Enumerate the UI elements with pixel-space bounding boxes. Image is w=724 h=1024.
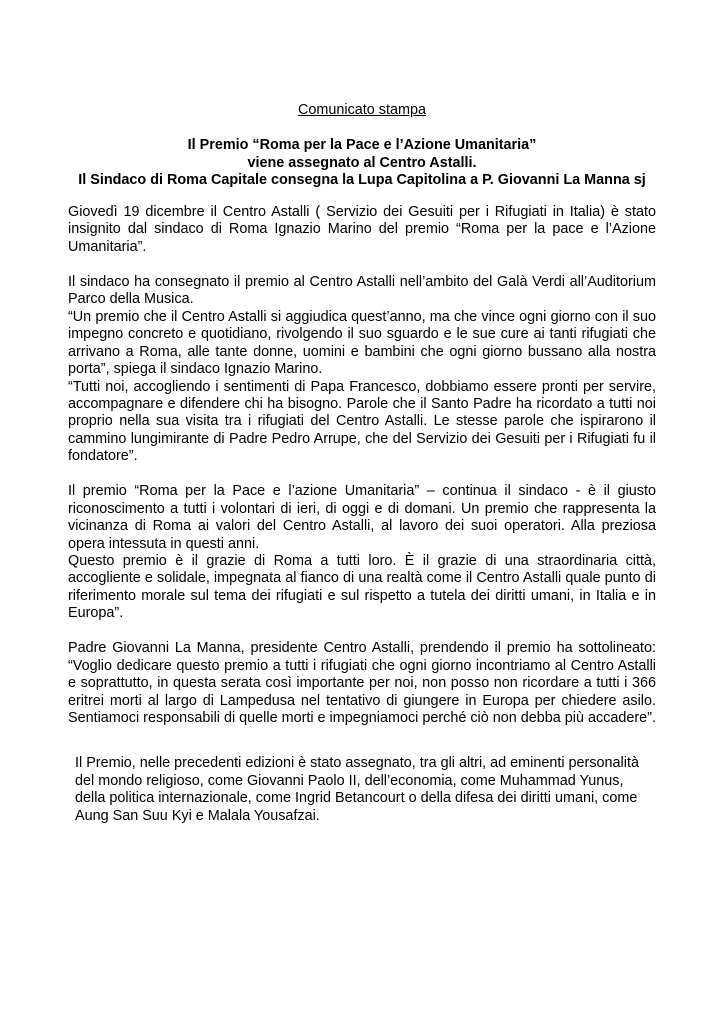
document-kicker: Comunicato stampa [298,102,426,118]
note-line-4: Aung San Suu Kyi e Malala Yousafzai. [75,807,320,824]
document-body [68,204,656,728]
paragraph-7: Padre Giovanni La Manna, presidente Centro Astalli, prendendo il premio ha sottolineato: “Voglio dedicare questo premio a tutti i rifugiati che ogni giorno incontriamo al Centro Astalli e soprattutto, in questa serata così importante per noi, non posso non ricordare a tutti i 366 eritrei morti al largo di Lampedusa nel tentativo di giungere in Europa per chiedere asilo. Sentiamoci responsabili di quelle morti e impegniamoci perché ciò non debba più accadere”. [68,640,656,727]
paragraph-3: “Un premio che il Centro Astalli si aggiudica quest’anno, ma che vince ogni giorno con il suo impegno concreto e quotidiano, rivolgendo il suo sguardo e le sue cure ai tanti rifugiati che arrivano a Roma, alle tante donne, uomini e bambini che ogni giorno bussano alla nostra porta”, spiega il sindaco Ignazio Marino. [68,308,656,378]
paragraph-4: “Tutti noi, accogliendo i sentimenti di Papa Francesco, dobbiamo essere pronti per servire, accompagnare e difendere chi ha bisogno. Parole che il Santo Padre ha ricordato a tutti noi proprio nella sua visita tra i rifugiati del Centro Astalli. Le stesse parole che ispirarono il cammino lungimirante di Padre Pedro Arrupe, che del Servizio dei Gesuiti per i Rifugiati fu il fondatore”. [68,378,656,465]
paragraph-5: Il premio “Roma per la Pace e l’azione Umanitaria” – continua il sindaco - è il giusto riconoscimento a tutti i volontari di ieri, di oggi e di domani. Un premio che rappresenta la vicinanza di Roma ai valori del Centro Astalli, al lavoro dei suoi operatori. Alla preziosa opera intessuta in questi anni. [68,483,656,552]
note-line-3: della politica internazionale, come Ingrid Betancourt o della difesa dei diritti umani, come [75,790,638,806]
document-title [40,137,684,190]
paragraph-6: Questo premio è il grazie di Roma a tutti loro. È il grazie di una straordinaria città, accogliente e solidale, impegnata al fianco di una realtà come il Centro Astalli quale punto di riferimento morale sul tema dei rifugiati e sul rispetto a tutela dei diritti umani, in Italia e in Europa”. [68,553,656,622]
title-line-2: viene assegnato al Centro Astalli. [247,154,477,171]
award-history-note [75,755,675,825]
title-line-1: Il Premio “Roma per la Pace e l’Azione Umanitaria” [187,137,537,153]
paragraph-gap [68,623,656,640]
paragraph-gap [68,256,656,273]
note-line-2: del mondo religioso, come Giovanni Paolo II, dell’economia, come Muhammad Yunus, [75,772,624,789]
title-line-3: Il Sindaco di Roma Capitale consegna la Lupa Capitolina a P. Giovanni La Manna sj [78,172,646,188]
paragraph-gap [68,466,656,483]
paragraph-1: Giovedì 19 dicembre il Centro Astalli ( Servizio dei Gesuiti per i Rifugiati in Italia) è stato insignito dal sindaco di Roma Ignazio Marino del premio “Roma per la pace e l’Azione Umanitaria”. [68,204,656,255]
paragraph-2: Il sindaco ha consegnato il premio al Centro Astalli nell’ambito del Galà Verdi all’Auditorium Parco della Musica. [68,273,656,308]
note-line-1: Il Premio, nelle precedenti edizioni è stato assegnato, tra gli altri, ad eminenti personalità [75,755,639,771]
